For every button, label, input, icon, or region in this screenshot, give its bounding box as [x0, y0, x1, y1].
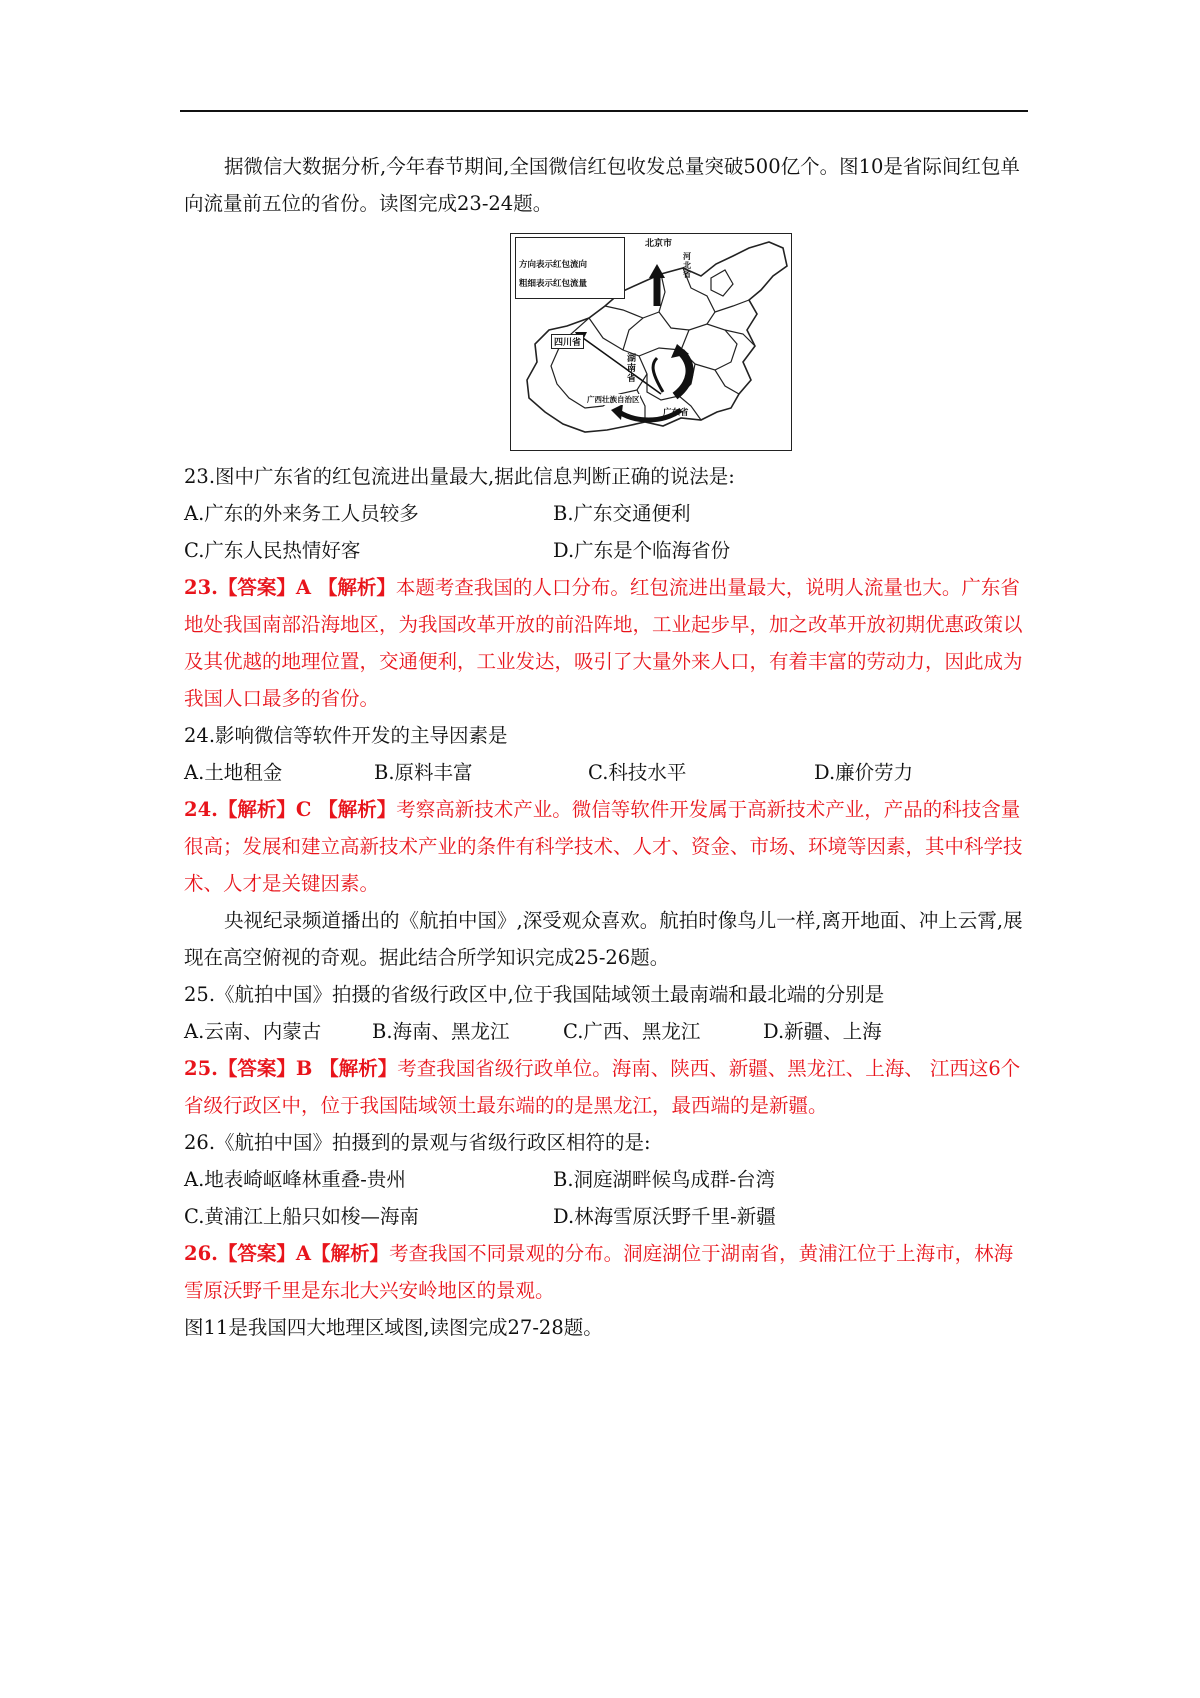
q25-stem: 25.《航拍中国》拍摄的省级行政区中,位于我国陆域领土最南端和最北端的分别是	[184, 983, 885, 1006]
label-hunan: 湖南省	[627, 354, 637, 384]
q24-answer-body: 考察高新技术产业。微信等软件开发属于高新技术产业，产品的科技含量很高；发展和建立高新技术产业的条件有科学技术、人才、资金、市场、环境等因素，其中科学技术、人才是关键因素。	[184, 798, 1023, 895]
q25-answer	[184, 1050, 1028, 1124]
q25-answer-head: 25.【答案】B 【解析】	[184, 1057, 398, 1080]
q26-stem: 26.《航拍中国》拍摄到的景观与省级行政区相符的是:	[184, 1131, 651, 1154]
label-guangdong: 广东省	[663, 408, 689, 418]
q26-option-a: A.地表崎岖峰林重叠-贵州	[184, 1168, 406, 1191]
red-packet-flow-map	[510, 233, 792, 451]
q24-answer-head: 24.【解析】C 【解析】	[184, 798, 397, 821]
q23-options-row-1	[184, 495, 1028, 532]
intro-paragraph-1: 据微信大数据分析,今年春节期间,全国微信红包收发总量突破500亿个。图10是省际间红包单向流量前五位的省份。读图完成23-24题。	[184, 155, 1020, 215]
q26-option-c: C.黄浦江上船只如梭—海南	[184, 1205, 419, 1228]
q26-answer-body: 考查我国不同景观的分布。洞庭湖位于湖南省，黄浦江位于上海市，林海雪原沃野千里是东北大兴安岭地区的景观。	[184, 1242, 1014, 1302]
label-hebei: 河北省	[683, 252, 691, 279]
q24-option-a: A.土地租金	[184, 761, 283, 784]
q25-option-a: A.云南、内蒙古	[184, 1020, 322, 1043]
q26-options-row-1	[184, 1161, 1028, 1198]
label-beijing: 北京市	[645, 239, 673, 249]
q24-option-c: C.科技水平	[588, 761, 687, 784]
q24-option-b: B.原料丰富	[374, 761, 473, 784]
q26-answer	[184, 1235, 1028, 1309]
q26-answer-head: 26.【答案】A【解析】	[184, 1242, 390, 1265]
q23-option-c: C.广东人民热情好客	[184, 539, 361, 562]
legend-width-text: 粗细表示红包流量	[519, 279, 588, 289]
q26-option-b: B.洞庭湖畔候鸟成群-台湾	[553, 1168, 776, 1191]
header-rule	[180, 110, 1028, 112]
q24-answer	[184, 791, 1028, 902]
q23-options-row-2	[184, 532, 1028, 569]
q24-options	[184, 754, 1028, 791]
q23-option-a: A.广东的外来务工人员较多	[184, 502, 419, 525]
q25-option-b: B.海南、黑龙江	[372, 1020, 510, 1043]
legend-direction-text: 方向表示红包流向	[519, 260, 588, 270]
intro-paragraph-3: 图11是我国四大地理区域图,读图完成27-28题。	[184, 1316, 603, 1339]
q23-stem: 23.图中广东省的红包流进出量最大,据此信息判断正确的说法是:	[184, 465, 735, 488]
document-body	[184, 148, 1028, 1346]
label-guangxi: 广西壮族自治区	[587, 395, 640, 404]
q23-answer-body: 本题考查我国的人口分布。红包流进出量最大，说明人流量也大。广东省地处我国南部沿海地区，为我国改革开放的前沿阵地，工业起步早，加之改革开放初期优惠政策以及其优越的地理位置，交通便利，工业发达，吸引了大量外来人口，有着丰富的劳动力，因此成为我国人口最多的省份。	[184, 576, 1023, 710]
label-sichuan: 四川省	[551, 334, 584, 349]
q25-options	[184, 1013, 1028, 1050]
q24-option-d: D.廉价劳力	[814, 761, 914, 784]
intro-paragraph-2: 央视纪录频道播出的《航拍中国》,深受观众喜欢。航拍时像鸟儿一样,离开地面、冲上云霄,展现在高空俯视的奇观。据此结合所学知识完成25-26题。	[184, 909, 1023, 969]
q26-option-d: D.林海雪原沃野千里-新疆	[553, 1205, 776, 1228]
q25-option-c: C.广西、黑龙江	[563, 1020, 701, 1043]
q24-stem: 24.影响微信等软件开发的主导因素是	[184, 724, 508, 747]
q23-answer	[184, 569, 1028, 717]
q23-option-d: D.广东是个临海省份	[553, 539, 731, 562]
q25-option-d: D.新疆、上海	[763, 1020, 882, 1043]
q23-answer-head: 23.【答案】A 【解析】	[184, 576, 396, 599]
q23-option-b: B.广东交通便利	[553, 502, 691, 525]
q25-answer-body: 考查我国省级行政单位。海南、陕西、新疆、黑龙江、上海、 江西这6个省级行政区中，位于我国陆域领土最东端的的是黑龙江，最西端的是新疆。	[184, 1057, 1021, 1117]
q26-options-row-2	[184, 1198, 1028, 1235]
